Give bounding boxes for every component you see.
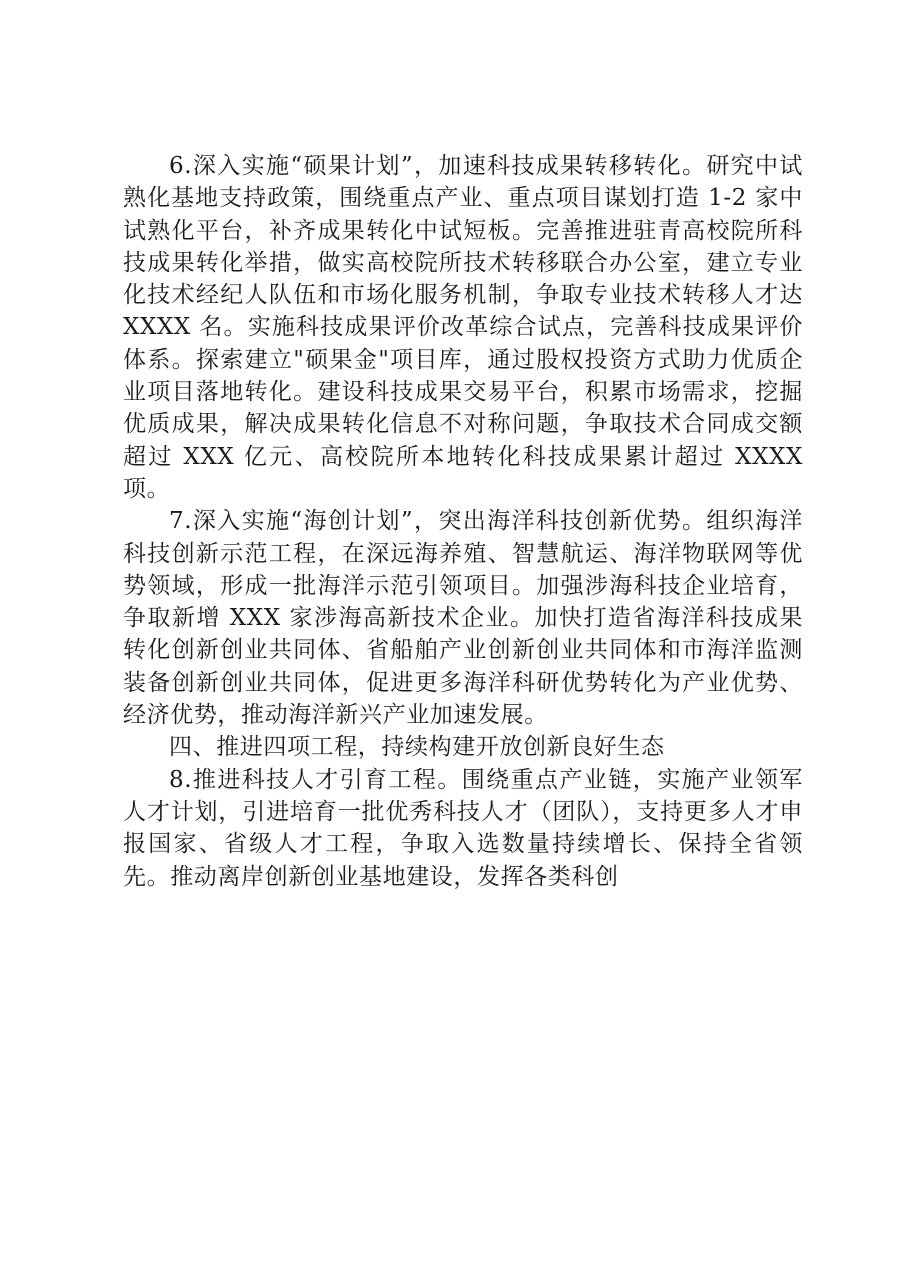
paragraph-item-8: 8.推进科技人才引育工程。围绕重点产业链，实施产业领军人才计划，引进培育一批优秀科技人才（团队），支持更多人才申报国家、省级人才工程，争取入选数量持续增长、保持全省领先。推动离岸创新创业基地建设，发挥各类科创 — [123, 766, 803, 890]
document-body — [123, 150, 803, 893]
section-heading-4: 四、推进四项工程，持续构建开放创新良好生态 — [169, 734, 665, 761]
paragraph-item-6: 6.深入实施“硕果计划”，加速科技成果转移转化。研究中试熟化基地支持政策，围绕重点产业、重点项目谋划打造 1-2 家中试熟化平台，补齐成果转化中试短板。完善推进驻青高校院所科技成果转化举措，做实高校院所技术转移联合办公室，建立专业化技术经纪人队伍和市场化服务机制，争取专业技术转移人才达 XXXX 名。实施科技成果评价改革综合试点，完善科技成果评价体系。探索建立"硕果金"项目库，通过股权投资方式助力优质企业项目落地转化。建设科技成果交易平台，积累市场需求，挖掘优质成果，解决成果转化信息不对称问题，争取技术合同成交额超过 XXX 亿元、高校院所本地转化科技成果累计超过 XXXX 项。 — [123, 153, 803, 502]
paragraph-item-7: 7.深入实施“海创计划”，突出海洋科技创新优势。组织海洋科技创新示范工程，在深远海养殖、智慧航运、海洋物联网等优势领域，形成一批海洋示范引领项目。加强涉海科技企业培育，争取新增 XXX 家涉海高新技术企业。加快打造省海洋科技成果转化创新创业共同体、省船舶产业创新创业共同体和市海洋监测装备创新创业共同体，促进更多海洋科研优势转化为产业优势、经济优势，推动海洋新兴产业加速发展。 — [123, 508, 803, 729]
